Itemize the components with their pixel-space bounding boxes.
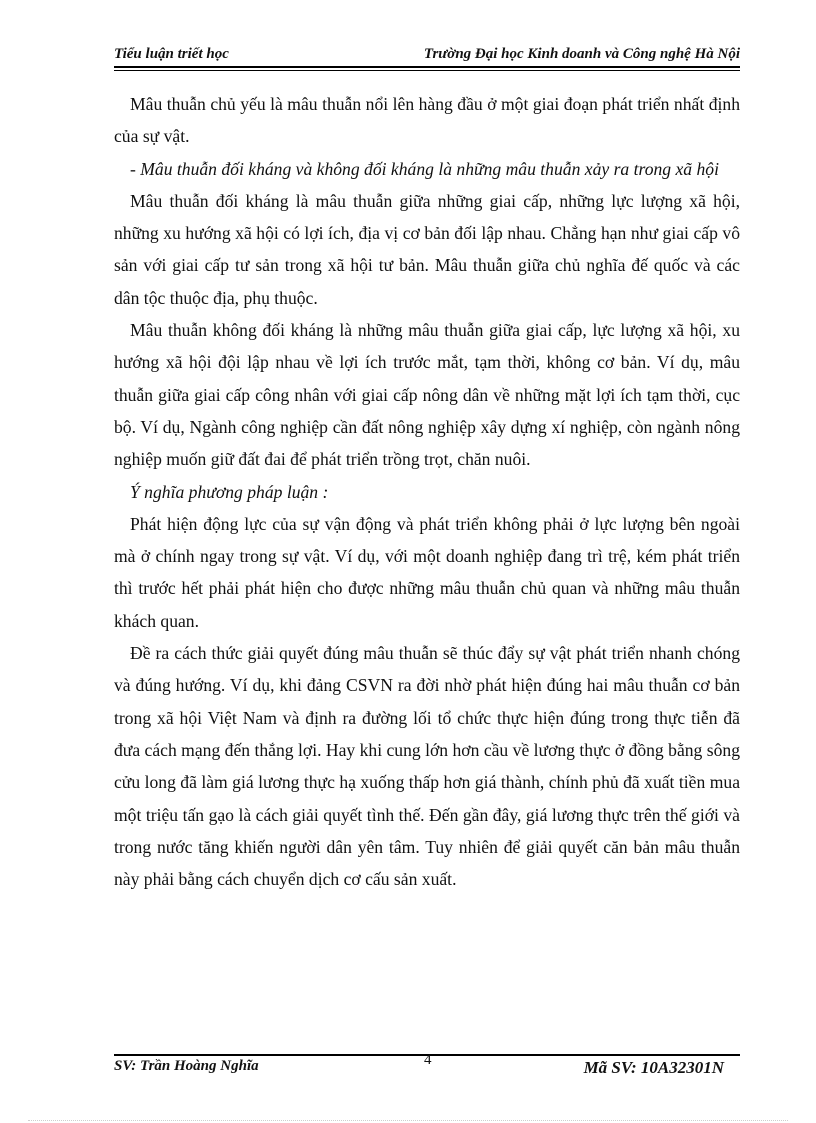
header-rule-thin <box>114 70 740 71</box>
header-rule-thick <box>114 66 740 68</box>
page-edge-divider <box>28 1120 788 1121</box>
page-body <box>114 88 740 895</box>
footer-student-name: SV: Trần Hoàng Nghĩa <box>114 1058 259 1074</box>
footer-student-id: Mã SV: 10A32301N <box>583 1058 724 1077</box>
page-number: 4 <box>424 1052 432 1068</box>
header-doc-type: Tiểu luận triết học <box>114 46 229 62</box>
paragraph-methodology-2: Đề ra cách thức giải quyết đúng mâu thuẫn sẽ thúc đẩy sự vật phát triển nhanh chóng và đúng hướng. Ví dụ, khi đảng CSVN ra đời nhờ phát hiện đúng hai mâu thuẫn cơ bản trong xã hội Việt Nam và định ra đường lối tổ chức thực hiện đúng trong thực tiễn đã đưa cách mạng đến thắng lợi. Hay khi cung lớn hơn cầu về lương thực ở đồng bằng sông cửu long đã làm giá lương thực hạ xuống thấp hơn giá thành, chính phủ đã xuất tiền mua một triệu tấn gạo là cách giải quyết tình thế. Đến gần đây, giá lương thực trên thế giới và trong nước tăng khiến người dân yên tâm. Tuy nhiên để giải quyết căn bản mâu thuẫn này phải bằng cách chuyển dịch cơ cấu sản xuất. <box>114 643 740 890</box>
paragraph-methodology-1: Phát hiện động lực của sự vận động và phát triển không phải ở lực lượng bên ngoài mà ở chính ngay trong sự vật. Ví dụ, với một doanh nghiệp đang trì trệ, kém phát triển thì trước hết phải phát hiện cho được những mâu thuẫn chủ quan và những mâu thuẫn khách quan. <box>114 513 740 631</box>
page-header <box>114 46 740 66</box>
paragraph-non-antagonistic: Mâu thuẫn không đối kháng là những mâu thuẫn giữa giai cấp, lực lượng xã hội, xu hướng xã hội đội lập nhau về lợi ích trước mắt, tạm thời, không cơ bản. Ví dụ, mâu thuẫn giữa giai cấp công nhân với giai cấp nông dân về những mặt lợi ích tạm thời, cục bộ. Ví dụ, Ngành công nghiệp cần đất nông nghiệp xây dựng xí nghiệp, còn ngành nông nghiệp muốn giữ đất đai để phát triển trồng trọt, chăn nuôi. <box>114 320 740 470</box>
header-university: Trường Đại học Kinh doanh và Công nghệ Hà Nội <box>423 46 740 62</box>
paragraph-main-contradiction: Mâu thuẫn chủ yếu là mâu thuẫn nổi lên hàng đầu ở một giai đoạn phát triển nhất định của sự vật. <box>114 94 740 147</box>
paragraph-methodology-heading: Ý nghĩa phương pháp luận : <box>130 481 329 502</box>
page-footer <box>114 1052 740 1082</box>
paragraph-antagonistic-heading: - Mâu thuẫn đối kháng và không đối kháng là những mâu thuẫn xảy ra trong xã hội <box>130 158 719 179</box>
paragraph-antagonistic: Mâu thuẫn đối kháng là mâu thuẫn giữa những giai cấp, những lực lượng xã hội, những xu hướng xã hội có lợi ích, địa vị cơ bản đối lập nhau. Chẳng hạn như giai cấp vô sản với giai cấp tư sản trong xã hội tư bản. Mâu thuẫn giữa chủ nghĩa đế quốc và các dân tộc thuộc địa, phụ thuộc. <box>114 190 740 308</box>
